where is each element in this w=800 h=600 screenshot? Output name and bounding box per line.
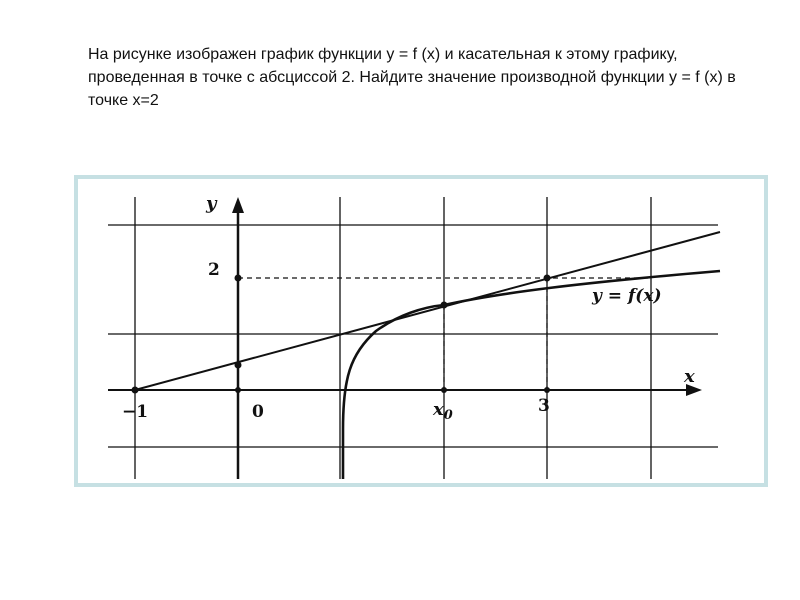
y-axis-label: y	[206, 193, 217, 214]
function-curve	[343, 271, 720, 479]
graph-figure	[74, 175, 768, 487]
tick-label-minus-one: −1	[122, 402, 149, 422]
tick-label-three: 3	[538, 396, 550, 416]
tangent-line	[135, 232, 720, 390]
point-x0	[441, 387, 447, 393]
x-axis-label: x	[684, 366, 695, 387]
function-graph	[78, 179, 764, 483]
point-tangent-x-intercept	[132, 387, 139, 394]
point-y-two	[235, 275, 242, 282]
point-tangent-at-three	[544, 275, 551, 282]
point-x-three	[544, 387, 550, 393]
grid	[108, 197, 718, 479]
problem-statement: На рисунке изображен график функции y = f (x) и касательная к этому графику, проведенная в точке с абсциссой 2. Найдите значение производной функции y = f (x) в точке x=2	[88, 46, 736, 109]
tick-label-two: 2	[208, 260, 220, 280]
point-origin	[235, 387, 241, 393]
function-label: y = f(x)	[592, 286, 662, 306]
y-axis-arrow-icon	[232, 197, 244, 213]
origin-label: 0	[252, 402, 264, 422]
point-tangency	[441, 302, 448, 309]
x0-label: $x_0$	[433, 399, 453, 423]
point-tangent-y-intercept	[235, 362, 242, 369]
